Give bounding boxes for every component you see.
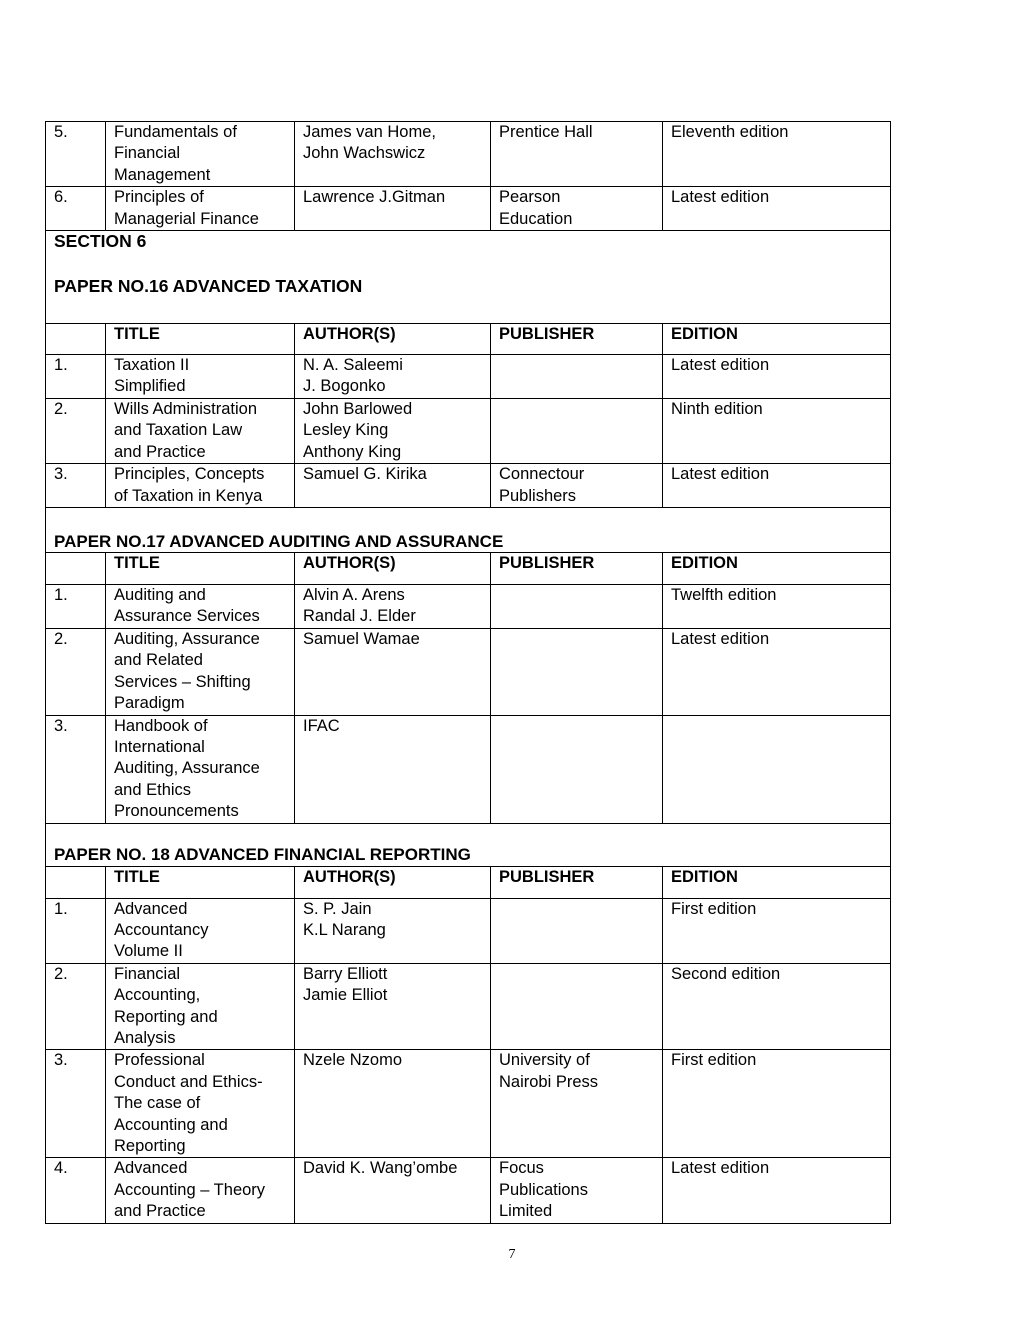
- book-authors: Samuel Wamae: [295, 628, 491, 715]
- section-title: SECTION 6: [54, 231, 147, 252]
- section-heading: [46, 231, 891, 324]
- column-header-book-edition: EDITION: [663, 866, 891, 898]
- book-edition: [663, 715, 891, 823]
- book-title: Fundamentals of Financial Management: [106, 122, 295, 187]
- paper-title: PAPER NO.17 ADVANCED AUDITING AND ASSURANCE: [46, 508, 891, 553]
- column-header-book-publisher: PUBLISHER: [491, 324, 663, 355]
- book-row: [46, 715, 891, 823]
- book-authors: Nzele Nzomo: [295, 1050, 491, 1158]
- item-number: 3.: [46, 715, 106, 823]
- column-header-book-edition: EDITION: [663, 324, 891, 355]
- book-edition: First edition: [663, 1050, 891, 1158]
- paper-title: PAPER NO.16 ADVANCED TAXATION: [54, 276, 363, 297]
- book-title: Advanced Accounting – Theory and Practice: [106, 1158, 295, 1223]
- item-number: 6.: [46, 187, 106, 231]
- book-authors: S. P. Jain K.L Narang: [295, 898, 491, 963]
- book-title: Auditing, Assurance and Related Services – Shifting Paradigm: [106, 628, 295, 715]
- book-edition: Second edition: [663, 963, 891, 1050]
- book-edition: Latest edition: [663, 1158, 891, 1223]
- book-authors: John Barlowed Lesley King Anthony King: [295, 399, 491, 464]
- book-row: [46, 464, 891, 508]
- column-header-item-number: [46, 866, 106, 898]
- item-number: 2.: [46, 628, 106, 715]
- book-edition: First edition: [663, 898, 891, 963]
- book-row: [46, 898, 891, 963]
- item-number: 3.: [46, 1050, 106, 1158]
- book-title: Taxation II Simplified: [106, 355, 295, 399]
- column-header-book-authors: AUTHOR(S): [295, 866, 491, 898]
- book-publisher: [491, 715, 663, 823]
- book-edition: Latest edition: [663, 187, 891, 231]
- book-authors: Lawrence J.Gitman: [295, 187, 491, 231]
- book-publisher: Connectour Publishers: [491, 464, 663, 508]
- book-title: Principles, Concepts of Taxation in Kenya: [106, 464, 295, 508]
- book-authors: Samuel G. Kirika: [295, 464, 491, 508]
- book-row: [46, 628, 891, 715]
- column-header-row: [46, 866, 891, 898]
- book-publisher: Pearson Education: [491, 187, 663, 231]
- book-publisher: [491, 585, 663, 629]
- book-publisher: [491, 898, 663, 963]
- book-title: Advanced Accountancy Volume II: [106, 898, 295, 963]
- book-title: Professional Conduct and Ethics- The case of Accounting and Reporting: [106, 1050, 295, 1158]
- column-header-book-authors: AUTHOR(S): [295, 324, 491, 355]
- book-row: [46, 963, 891, 1050]
- book-title: Handbook of International Auditing, Assurance and Ethics Pronouncements: [106, 715, 295, 823]
- paper-heading-row: [46, 508, 891, 553]
- item-number: 1.: [46, 898, 106, 963]
- paper-title: PAPER NO. 18 ADVANCED FINANCIAL REPORTING: [46, 823, 891, 866]
- book-authors: N. A. Saleemi J. Bogonko: [295, 355, 491, 399]
- column-header-book-publisher: PUBLISHER: [491, 866, 663, 898]
- item-number: 2.: [46, 963, 106, 1050]
- book-edition: Twelfth edition: [663, 585, 891, 629]
- book-authors: David K. Wang’ombe: [295, 1158, 491, 1223]
- section-heading-row: [46, 231, 891, 324]
- book-publisher: Prentice Hall: [491, 122, 663, 187]
- reading-list-body: [46, 122, 891, 1224]
- book-edition: Ninth edition: [663, 399, 891, 464]
- book-authors: James van Home, John Wachswicz: [295, 122, 491, 187]
- paper-heading-row: [46, 823, 891, 866]
- item-number: 1.: [46, 585, 106, 629]
- item-number: 1.: [46, 355, 106, 399]
- page-number: 7: [508, 1247, 516, 1262]
- item-number: 3.: [46, 464, 106, 508]
- book-row: [46, 355, 891, 399]
- column-header-item-number: [46, 553, 106, 585]
- column-header-row: [46, 324, 891, 355]
- column-header-book-title: TITLE: [106, 553, 295, 585]
- book-row: [46, 122, 891, 187]
- book-authors: Barry Elliott Jamie Elliot: [295, 963, 491, 1050]
- book-row: [46, 1050, 891, 1158]
- book-publisher: [491, 628, 663, 715]
- item-number: 4.: [46, 1158, 106, 1223]
- book-publisher: Focus Publications Limited: [491, 1158, 663, 1223]
- column-header-row: [46, 553, 891, 585]
- book-publisher: University of Nairobi Press: [491, 1050, 663, 1158]
- column-header-book-edition: EDITION: [663, 553, 891, 585]
- column-header-item-number: [46, 324, 106, 355]
- book-title: Auditing and Assurance Services: [106, 585, 295, 629]
- book-publisher: [491, 355, 663, 399]
- book-title: Principles of Managerial Finance: [106, 187, 295, 231]
- book-row: [46, 399, 891, 464]
- book-row: [46, 1158, 891, 1223]
- book-edition: Latest edition: [663, 355, 891, 399]
- book-row: [46, 187, 891, 231]
- book-title: Financial Accounting, Reporting and Analysis: [106, 963, 295, 1050]
- item-number: 5.: [46, 122, 106, 187]
- book-authors: IFAC: [295, 715, 491, 823]
- book-edition: Eleventh edition: [663, 122, 891, 187]
- column-header-book-title: TITLE: [106, 324, 295, 355]
- book-edition: Latest edition: [663, 464, 891, 508]
- column-header-book-publisher: PUBLISHER: [491, 553, 663, 585]
- reading-list-table: [45, 121, 891, 1224]
- book-edition: Latest edition: [663, 628, 891, 715]
- column-header-book-authors: AUTHOR(S): [295, 553, 491, 585]
- book-publisher: [491, 963, 663, 1050]
- book-authors: Alvin A. Arens Randal J. Elder: [295, 585, 491, 629]
- book-title: Wills Administration and Taxation Law and Practice: [106, 399, 295, 464]
- book-publisher: [491, 399, 663, 464]
- book-row: [46, 585, 891, 629]
- item-number: 2.: [46, 399, 106, 464]
- column-header-book-title: TITLE: [106, 866, 295, 898]
